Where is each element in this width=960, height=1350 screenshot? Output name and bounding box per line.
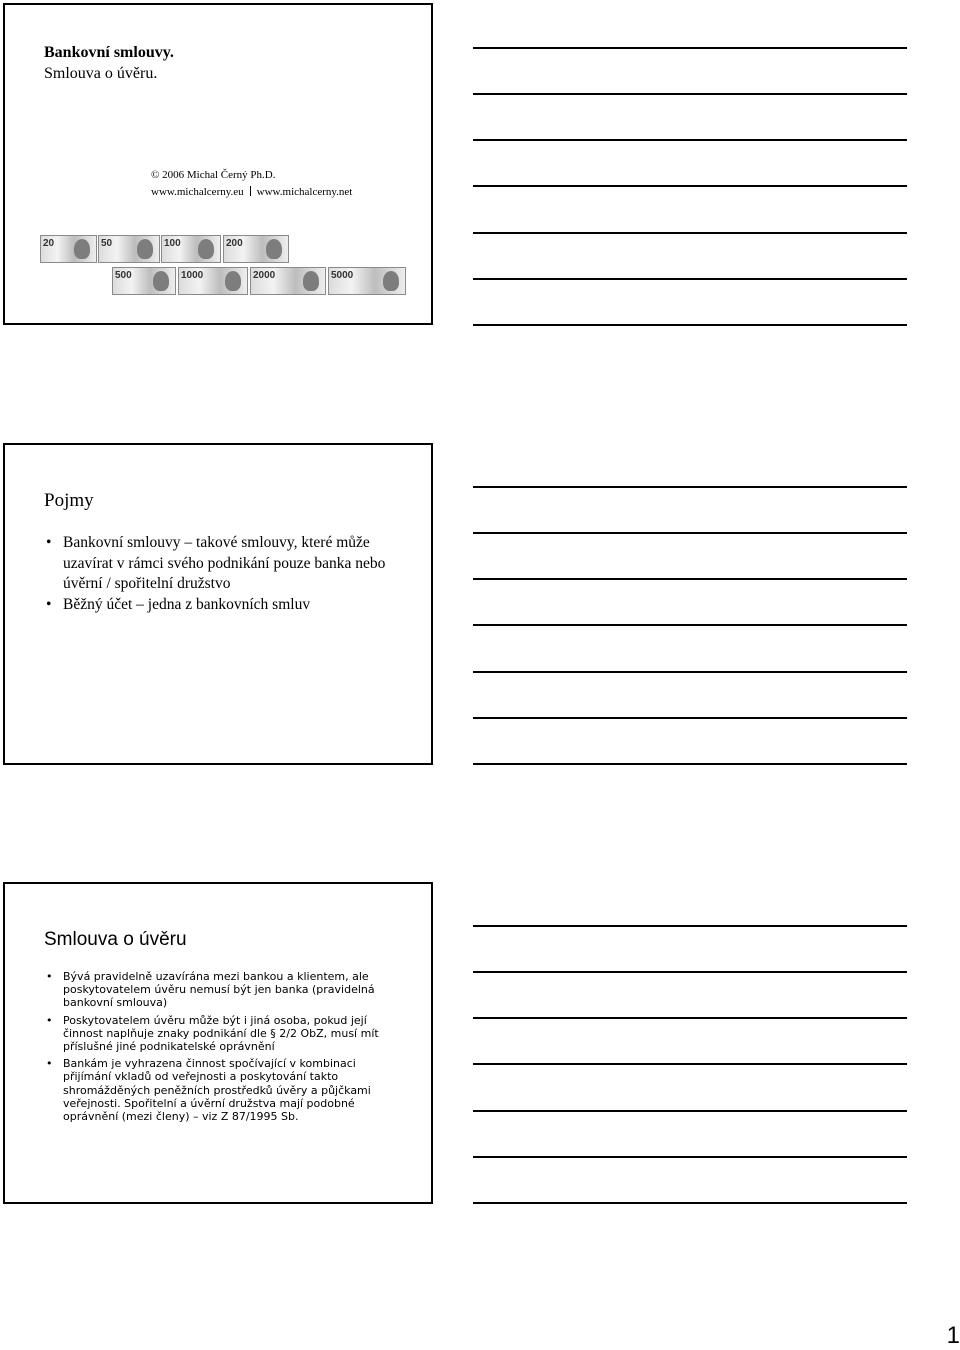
web-links	[151, 185, 352, 199]
note-line	[473, 1156, 907, 1158]
note-line	[473, 532, 907, 534]
bullet-item: • Běžný účet – jedna z bankovních smluv	[44, 595, 404, 616]
note-line	[473, 717, 907, 719]
slide-1-title: Bankovní smlouvy.	[44, 44, 174, 61]
note-line	[473, 93, 907, 95]
note-line	[473, 1017, 907, 1019]
note-line	[473, 1063, 907, 1065]
bullet-item: • Bankovní smlouvy – takové smlouvy, které může uzavírat v rámci svého podnikání pouze banka nebo úvěrní / spořitelní družstvo	[44, 533, 404, 595]
note-line	[473, 486, 907, 488]
slide-2-bullets	[44, 533, 404, 615]
banknote-500: 500	[112, 267, 176, 295]
note-line	[473, 578, 907, 580]
banknote-5000: 5000	[328, 267, 406, 295]
note-line	[473, 324, 907, 326]
banknote-100: 100	[161, 235, 221, 263]
note-line	[473, 278, 907, 280]
slide-1-subtitle: Smlouva o úvěru.	[44, 65, 158, 82]
page-number: 1	[946, 1322, 960, 1349]
note-line	[473, 139, 907, 141]
bullet-item: • Bankám je vyhrazena činnost spočívající v kombinaci přijímání vkladů od veřejnosti a poskytování takto shromážděných peněžních prostředků úvěry a půjčkami veřejnosti. Spořitelní a úvěrní družstva mají podobné oprávnění (mezi členy) – viz Z 87/1995 Sb.	[44, 1057, 399, 1123]
slide-3-title: Smlouva o úvěru	[44, 929, 187, 950]
banknote-1000: 1000	[178, 267, 248, 295]
bullet-item: • Poskytovatelem úvěru může být i jiná osoba, pokud její činnost naplňuje znaky podnikání dle § 2/2 ObZ, musí mít příslušné jiné podnikatelské oprávnění	[44, 1014, 399, 1054]
note-line	[473, 925, 907, 927]
web-link-net[interactable]: www.michalcerny.net	[256, 186, 353, 198]
banknote-20: 20	[40, 235, 97, 263]
slide-1	[3, 3, 433, 325]
web-link-eu[interactable]: www.michalcerny.eu	[151, 186, 244, 198]
copyright-line: © 2006 Michal Černý Ph.D.	[151, 169, 276, 181]
note-line	[473, 1202, 907, 1204]
note-line	[473, 47, 907, 49]
note-line	[473, 185, 907, 187]
note-line	[473, 624, 907, 626]
slide-3	[3, 882, 433, 1204]
slide-3-bullets	[44, 970, 399, 1127]
slide-2	[3, 443, 433, 765]
banknote-50: 50	[98, 235, 160, 263]
note-line	[473, 1110, 907, 1112]
bullet-item: • Bývá pravidelně uzavírána mezi bankou a klientem, ale poskytovatelem úvěru nemusí být jen banka (pravidelná bankovní smlouva)	[44, 970, 399, 1010]
note-line	[473, 232, 907, 234]
banknote-200: 200	[223, 235, 289, 263]
note-line	[473, 763, 907, 765]
note-line	[473, 971, 907, 973]
link-separator	[250, 186, 251, 196]
banknote-2000: 2000	[250, 267, 326, 295]
banknotes-image	[40, 235, 406, 301]
slide-2-title: Pojmy	[44, 490, 94, 511]
note-line	[473, 671, 907, 673]
